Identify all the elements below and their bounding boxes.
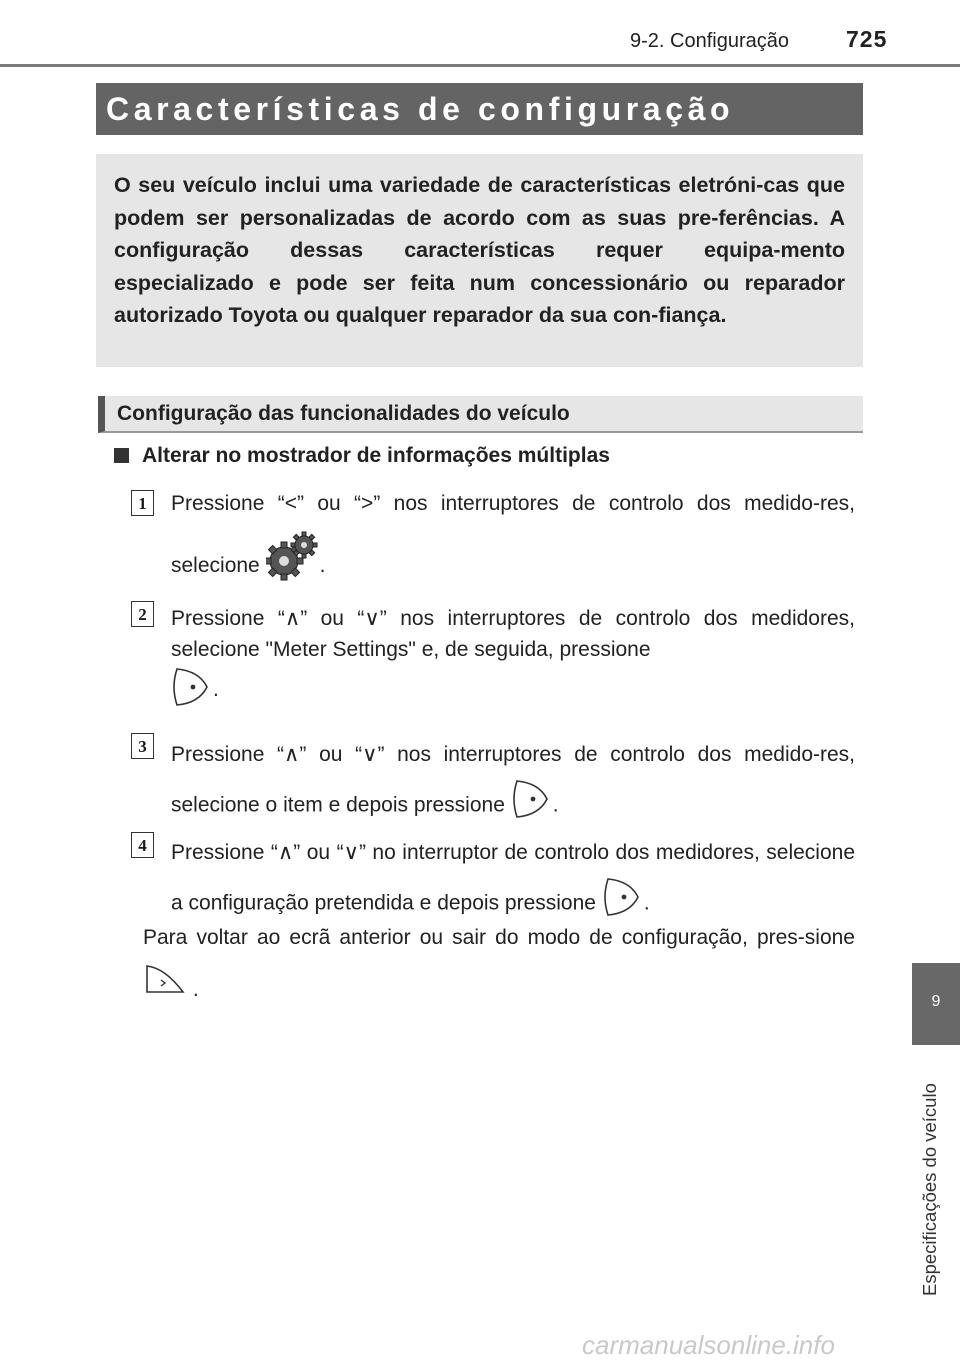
watermark: carmanualsonline.info <box>582 1330 835 1360</box>
back-note <box>143 916 855 1012</box>
step-3-end: . <box>552 793 559 817</box>
subsection-title: Configuração das funcionalidades do veículo <box>117 402 570 425</box>
section-label: 9-2. Configuração <box>630 30 789 52</box>
back-note-end: . <box>192 978 199 1001</box>
step-badge-1: 1 <box>131 490 154 516</box>
step-4-text: Pressione “∧” ou “∨” no interruptor de controlo dos medidores, selecione a configuração pretendida e depois pressione <box>171 841 855 915</box>
ok-switch-icon <box>171 665 213 716</box>
step-1-end: . <box>319 554 326 578</box>
intro-text: O seu veículo inclui uma variedade de características eletróni-cas que podem ser personalizadas de acordo com as suas pre-ferências. A configuração dessas características requer equipa-mento especializado e pode ser feita num concessionário ou reparador autorizado Toyota ou qualquer reparador da sua con-fiança. <box>114 173 845 327</box>
step-2-end: . <box>213 678 219 702</box>
back-note-text: Para voltar ao ecrã anterior ou sair do modo de configuração, pres-sione <box>143 926 855 949</box>
step-1-text: Pressione “<” ou “>” nos interruptores de controlo dos medido-res, selecione <box>171 492 855 578</box>
step-1 <box>171 477 855 602</box>
step-4-end: . <box>643 891 650 915</box>
chapter-tab <box>912 963 960 1045</box>
step-3 <box>171 733 855 835</box>
page-title: Características de configuração <box>106 91 735 127</box>
subsection-header <box>98 396 863 433</box>
bullet-heading <box>114 444 610 468</box>
step-2-text: Pressione “∧” ou “∨” nos interruptores de controlo dos medidores, selecione "Meter Settings" e, de seguida, pressione <box>171 607 855 661</box>
square-bullet-icon <box>114 448 129 463</box>
page-number: 725 <box>846 26 888 52</box>
chapter-number: 9 <box>931 993 941 1010</box>
bullet-heading-text: Alterar no mostrador de informações múltiplas <box>142 444 610 467</box>
step-3-text: Pressione “∧” ou “∨” nos interruptores de controlo dos medido-res, selecione o item e depois pressione <box>171 743 855 817</box>
step-badge-2: 2 <box>131 601 154 627</box>
page-title-bar <box>96 83 863 135</box>
settings-gear-icon <box>266 531 320 602</box>
header-rule <box>0 64 960 67</box>
step-badge-4: 4 <box>131 832 154 858</box>
step-2 <box>171 603 855 716</box>
ok-switch-icon <box>511 777 553 835</box>
intro-box <box>96 154 863 367</box>
step-badge-3: 3 <box>131 733 154 759</box>
chapter-title: Especificações do veículo <box>919 1083 940 1296</box>
back-switch-icon <box>143 978 193 1001</box>
